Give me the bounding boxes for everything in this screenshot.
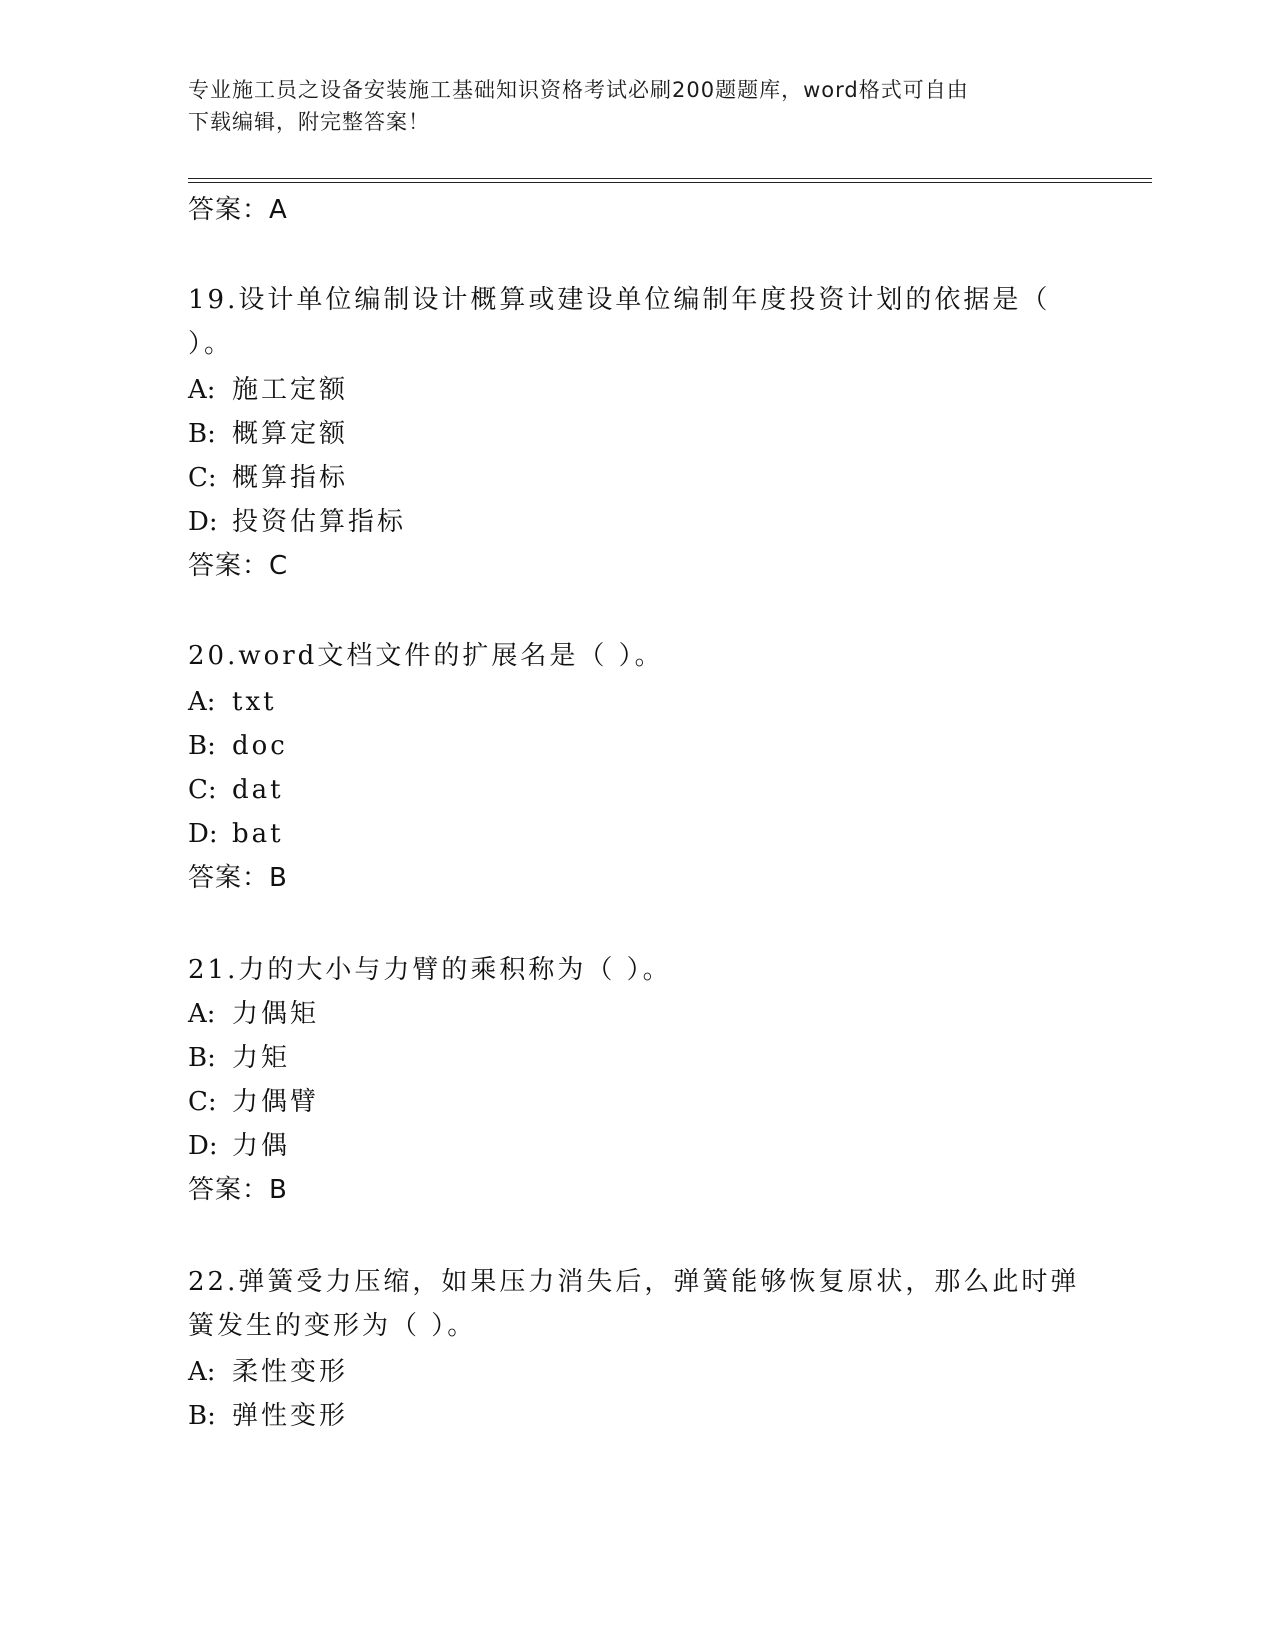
option-letter: C: xyxy=(188,775,217,805)
question-22-stem-line-2: 簧发生的变形为（ ）。 xyxy=(188,1311,477,1341)
option-letter: B: xyxy=(188,1043,216,1073)
header-divider-bottom xyxy=(188,182,1152,183)
header-divider-top xyxy=(188,178,1152,179)
option-letter: B: xyxy=(188,1401,216,1431)
header-line-2: 下载编辑，附完整答案！ xyxy=(188,110,430,134)
option-text: 力偶 xyxy=(232,1131,291,1161)
question-19-option-b xyxy=(188,418,348,450)
question-19-option-c xyxy=(188,462,348,494)
option-letter: C: xyxy=(188,1087,217,1117)
question-22-stem-line-1: 22.弹簧受力压缩，如果压力消失后，弹簧能够恢复原状，那么此时弹 xyxy=(188,1267,1080,1297)
question-22-option-a xyxy=(188,1356,348,1388)
document-header xyxy=(188,74,1088,138)
question-20-option-b xyxy=(188,730,288,762)
question-20-option-c xyxy=(188,774,284,806)
option-letter: D: xyxy=(188,1131,218,1161)
question-20-stem-line-1: 20.word文档文件的扩展名是（ ）。 xyxy=(188,641,664,671)
option-text: 柔性变形 xyxy=(232,1357,349,1387)
question-21-option-d xyxy=(188,1130,290,1162)
header-line-1: 专业施工员之设备安装施工基础知识资格考试必刷200题题库，word格式可自由 xyxy=(188,78,969,102)
question-20-option-d xyxy=(188,818,284,850)
question-19-option-d xyxy=(188,506,406,538)
option-text: 概算定额 xyxy=(232,419,349,449)
option-letter: B: xyxy=(188,419,216,449)
option-letter: A: xyxy=(188,687,216,717)
option-text: 施工定额 xyxy=(232,375,349,405)
question-19-stem-line-1: 19.设计单位编制设计概算或建设单位编制年度投资计划的依据是（ xyxy=(188,285,1051,315)
option-text: 概算指标 xyxy=(232,463,349,493)
option-letter: A: xyxy=(188,375,216,405)
option-text: 弹性变形 xyxy=(232,1401,349,1431)
option-text: txt xyxy=(232,687,277,717)
question-19-option-a xyxy=(188,374,348,406)
question-20-option-a xyxy=(188,686,277,718)
option-text: dat xyxy=(232,775,284,805)
question-21-answer: 答案：B xyxy=(188,1175,288,1205)
question-19-answer: 答案：C xyxy=(188,551,289,581)
question-22-option-b xyxy=(188,1400,348,1432)
option-text: 力偶矩 xyxy=(232,999,320,1029)
option-letter: C: xyxy=(188,463,217,493)
option-letter: D: xyxy=(188,507,218,537)
option-text: 投资估算指标 xyxy=(232,507,407,537)
question-19-stem-line-2: ）。 xyxy=(188,329,234,359)
question-20-answer: 答案：B xyxy=(188,863,288,893)
option-letter: A: xyxy=(188,999,216,1029)
option-letter: D: xyxy=(188,819,218,849)
question-21-option-a xyxy=(188,998,319,1030)
question-21-option-c xyxy=(188,1086,319,1118)
question-21-stem-line-1: 21.力的大小与力臂的乘积称为（ ）。 xyxy=(188,955,672,985)
previous-answer: 答案：A xyxy=(188,195,288,225)
question-21-option-b xyxy=(188,1042,290,1074)
option-text: doc xyxy=(232,731,288,761)
option-text: bat xyxy=(232,819,284,849)
option-letter: A: xyxy=(188,1357,216,1387)
option-text: 力偶臂 xyxy=(232,1087,320,1117)
option-letter: B: xyxy=(188,731,216,761)
option-text: 力矩 xyxy=(232,1043,291,1073)
